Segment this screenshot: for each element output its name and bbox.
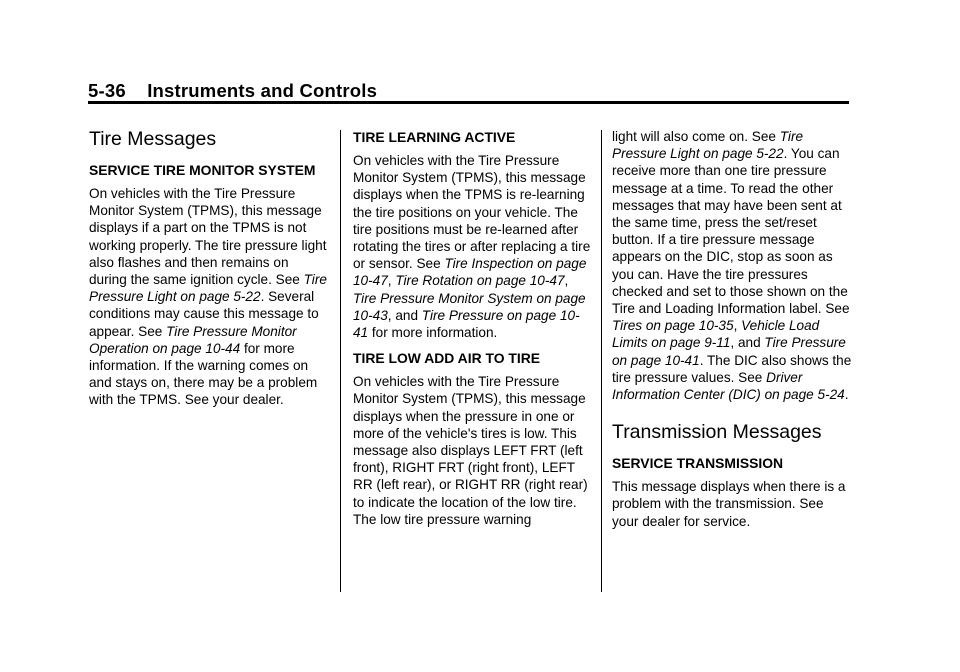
cross-reference-link[interactable]: Driver Information Center (DIC) on page 5-24: [612, 369, 845, 403]
cross-reference-link[interactable]: Tire Pressure Monitor Operation on page 10-44: [89, 323, 297, 356]
paragraph: light will also come on. See Tire Pressure Light on page 5-22. You can receive more than one tire pressure message at a time. To read the other messages that may have been sent at the same time, press the set/reset button. If a tire pressure message appears on the DIC, stop as soon as you can. Have the tire pressures checked and set to those shown on the Tire and Loading Information label. See Tires on page 10-35, Vehicle Load Limits on page 9-11, and Tire Pressure on page 10-41. The DIC also shows the tire pressure values. See Driver Information Center (DIC) on page 5-24.: [612, 129, 852, 403]
subheading-service-transmission: SERVICE TRANSMISSION: [612, 455, 784, 472]
header-rule: [88, 101, 849, 104]
subheading-service-tire-monitor: SERVICE TIRE MONITOR SYSTEM: [89, 162, 316, 178]
subheading-tire-low-add-air: TIRE LOW ADD AIR TO TIRE: [353, 350, 541, 367]
cross-reference-link[interactable]: Tire Pressure Light on page 5-22: [89, 272, 327, 305]
cross-reference-link[interactable]: Tire Pressure Monitor System on page 10-43: [353, 290, 586, 323]
subheading-tire-learning-active: TIRE LEARNING ACTIVE: [353, 129, 516, 145]
cross-reference-link[interactable]: Tire Rotation on page 10-47: [395, 273, 565, 289]
cross-reference-link[interactable]: Tire Pressure Light on page 5-22: [612, 129, 804, 162]
section-heading-transmission-messages: Transmission Messages: [612, 421, 822, 444]
cross-reference-link[interactable]: Tire Pressure on page 10-41: [612, 335, 846, 368]
section-title: Instruments and Controls: [147, 80, 378, 101]
page-number: 5-36: [88, 80, 126, 101]
page-header: [88, 80, 377, 102]
cross-reference-link[interactable]: Tire Pressure on page 10-41: [353, 307, 580, 341]
cross-reference-link[interactable]: Tires on page 10-35: [612, 318, 734, 334]
paragraph: This message displays when there is a problem with the transmission. See your dealer for service.: [612, 479, 846, 529]
cross-reference-link[interactable]: Tire Inspection on page 10-47: [353, 256, 587, 289]
section-heading-tire-messages: Tire Messages: [89, 128, 217, 150]
column-3: [612, 128, 852, 530]
paragraph: On vehicles with the Tire Pressure Monitor System (TPMS), this message displays when the TPMS is re-learning the tire positions on your vehicle. The tire positions must be re-learned after rotating the tires or after replacing a tire or sensor. See Tire Inspection on page 10-47, Tire Rotation on page 10-47, Tire Pressure Monitor System on page 10-43, and Tire Pressure on page 10-41 for more information.: [353, 153, 591, 341]
paragraph: On vehicles with the Tire Pressure Monitor System (TPMS), this message displays when the pressure in one or more of the vehicle's tires is low. This message also displays LEFT FRT (left front), RIGHT FRT (right front), LEFT RR (left rear), or RIGHT RR (right rear) to indicate the location of the low tire. The low tire pressure warning: [353, 374, 588, 527]
column-1: [89, 128, 329, 409]
column-divider: [601, 130, 602, 592]
column-divider: [340, 130, 341, 592]
column-2: [353, 128, 593, 528]
paragraph: On vehicles with the Tire Pressure Monitor System (TPMS), this message displays if a part on the TPMS is not working properly. The tire pressure light also flashes and then remains on during the same ignition cycle. See Tire Pressure Light on page 5-22. Several conditions may cause this message to appear. See Tire Pressure Monitor Operation on page 10-44 for more information. If the warning comes on and stays on, there may be a problem with the TPMS. See your dealer.: [89, 186, 327, 408]
cross-reference-link[interactable]: Vehicle Load Limits on page 9-11: [612, 318, 820, 351]
